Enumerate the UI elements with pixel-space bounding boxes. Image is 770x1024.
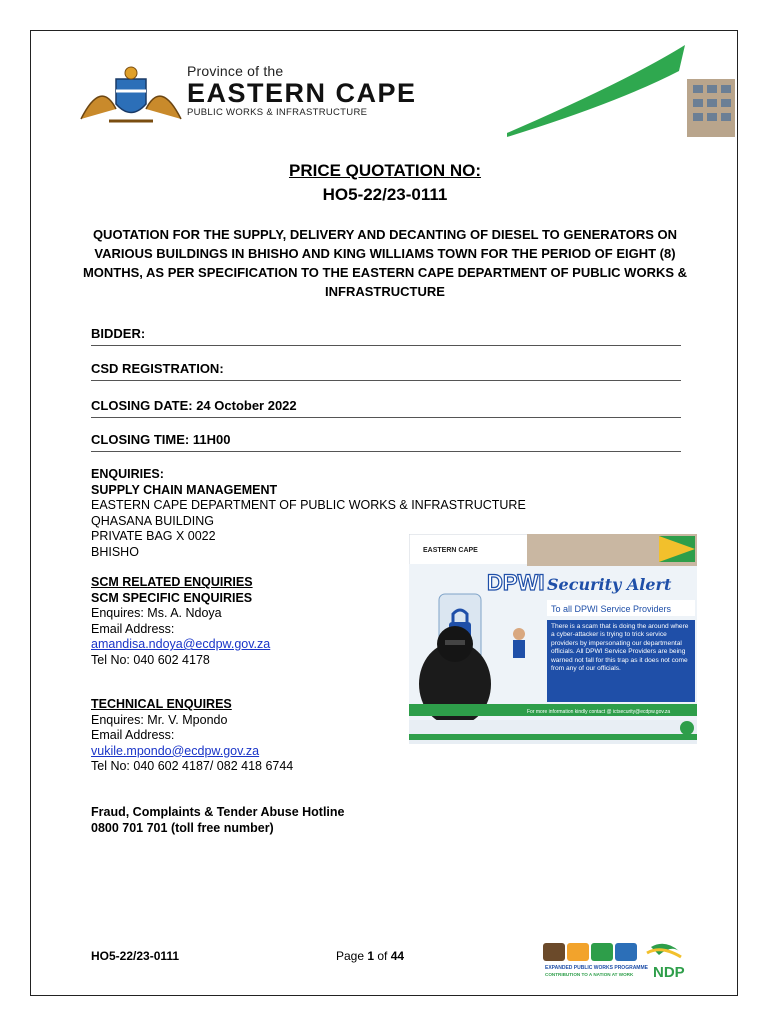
building-name: QHASANA BUILDING xyxy=(91,513,214,528)
footer-document-id: HO5-22/23-0111 xyxy=(91,949,180,963)
alert-contact: For more information kindly contact @ ictsecurity@ecdpw.gov.za xyxy=(527,709,671,715)
alert-title-b: Security Alert xyxy=(547,575,672,594)
epwp-line2: CONTRIBUTION TO A NATION AT WORK xyxy=(545,972,634,977)
page-prefix: Page xyxy=(336,949,368,963)
csd-registration-field: CSD REGISTRATION: xyxy=(91,361,681,381)
technical-heading: TECHNICAL ENQUIRES xyxy=(91,697,232,711)
page-total: 44 xyxy=(390,949,405,963)
quotation-label: PRICE QUOTATION NO: xyxy=(288,161,482,180)
page-of: of xyxy=(374,949,391,963)
postal-bag: PRIVATE BAG X 0022 xyxy=(91,529,216,543)
bidder-field: BIDDER: xyxy=(91,326,681,346)
scm-label: SUPPLY CHAIN MANAGEMENT xyxy=(91,482,278,497)
scm-email-label: Email Address: xyxy=(91,621,175,636)
footer-page-number xyxy=(336,949,404,963)
technical-email-label: Email Address: xyxy=(91,728,175,742)
enquiries-heading: ENQUIRIES: xyxy=(91,467,164,481)
technical-contact: Enquires: Mr. V. Mpondo xyxy=(91,712,228,727)
hotline-number: 0800 701 701 (toll free number) xyxy=(91,820,274,835)
alert-brand-text: EASTERN CAPE xyxy=(423,547,478,554)
ndp-text: NDP xyxy=(653,964,685,981)
brand-line: EASTERN CAPE xyxy=(187,78,417,108)
document-page xyxy=(30,30,738,996)
scm-related-heading: SCM RELATED ENQUIRIES xyxy=(91,575,253,589)
scm-enquiries-block xyxy=(91,575,270,668)
scm-specific-heading: SCM SPECIFIC ENQUIRIES xyxy=(91,590,253,605)
coat-of-arms-logo xyxy=(71,59,191,129)
scm-email-link[interactable]: amandisa.ndoya@ecdpw.gov.za xyxy=(91,637,271,651)
technical-email-link[interactable]: vukile.mpondo@ecdpw.gov.za xyxy=(91,743,260,758)
technical-enquiries-block xyxy=(91,697,293,775)
dept-line: PUBLIC WORKS & INFRASTRUCTURE xyxy=(187,107,368,118)
department-wordmark xyxy=(187,63,417,118)
closing-date-field: CLOSING DATE: 24 October 2022 xyxy=(91,398,681,418)
epwp-line1: EXPANDED PUBLIC WORKS PROGRAMME xyxy=(545,965,648,971)
department-name: EASTERN CAPE DEPARTMENT OF PUBLIC WORKS & INFRASTRUCTURE xyxy=(91,498,526,512)
closing-time-field: CLOSING TIME: 11H00 xyxy=(91,432,681,452)
province-line: Province of the xyxy=(187,63,284,79)
quotation-number: HO5-22/23-0111 xyxy=(322,185,448,204)
quotation-description: QUOTATION FOR THE SUPPLY, DELIVERY AND DECANTING OF DIESEL TO GENERATORS ON VARIOUS BUILDINGS IN BHISHO AND KING WILLIAMS TOWN FOR THE PERIOD OF EIGHT (8) MONTHS, AS PER SPECIFICATION TO THE EASTERN CAPE DEPARTMENT OF PUBLIC WORKS & INFRASTRUCTURE xyxy=(82,227,688,299)
scm-contact: Enquires: Ms. A. Ndoya xyxy=(91,606,222,620)
epwp-ndp-logo xyxy=(541,941,691,983)
town-name: BHISHO xyxy=(91,544,139,559)
alert-body: There is a scam that is doing the around where a cyber-attacker is trying to trick service providers by impersonating our departmental officials. All DPWI Service Providers are being warned not fall for this trap as it does not come from any of our officials. xyxy=(547,620,695,702)
hotline-title: Fraud, Complaints & Tender Abuse Hotline xyxy=(91,805,345,819)
hotline-block xyxy=(91,805,345,836)
alert-title-a: DPWI xyxy=(487,570,545,595)
alert-subtitle: To all DPWI Service Providers xyxy=(551,604,672,614)
technical-tel: Tel No: 040 602 4187/ 082 418 6744 xyxy=(91,759,294,773)
page-current: 1 xyxy=(367,949,375,963)
scm-tel: Tel No: 040 602 4178 xyxy=(91,652,210,667)
security-alert-poster xyxy=(409,534,697,744)
header-swoosh-graphic xyxy=(507,41,737,139)
